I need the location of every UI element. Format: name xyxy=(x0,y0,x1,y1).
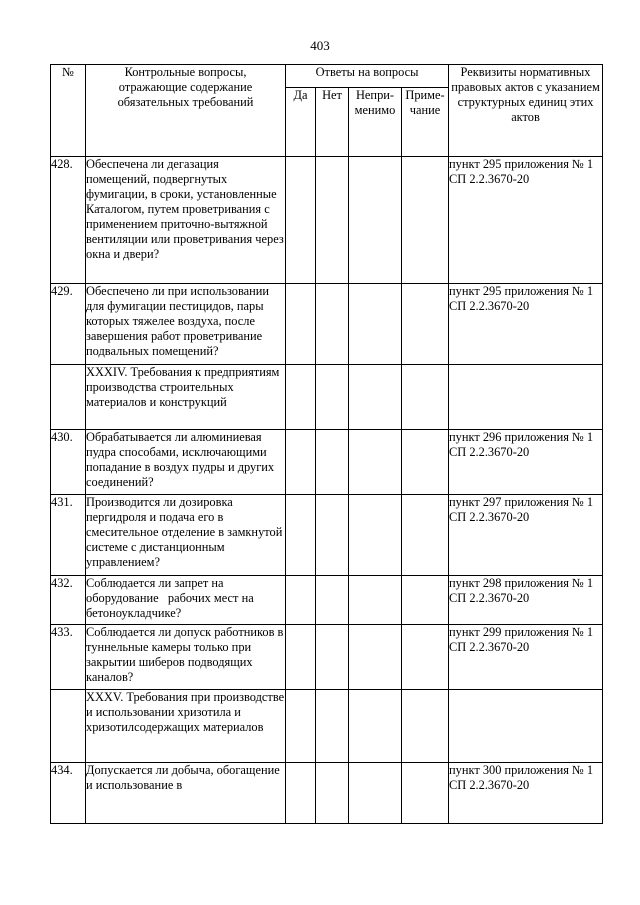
answer-yes-cell xyxy=(286,495,316,576)
row-requisite: пункт 297 приложения № 1 СП 2.2.3670-20 xyxy=(449,495,603,576)
table-row xyxy=(51,157,603,284)
answer-no-cell xyxy=(316,763,349,824)
row-number: 431. xyxy=(51,495,86,576)
answer-not-applicable-cell xyxy=(349,576,402,625)
page-number: 403 xyxy=(310,38,330,53)
row-requisite: пункт 299 приложения № 1 СП 2.2.3670-20 xyxy=(449,625,603,690)
table-row xyxy=(51,495,603,576)
answer-not-applicable-cell xyxy=(349,625,402,690)
row-number: 428. xyxy=(51,157,86,284)
header-yes: Да xyxy=(286,88,316,157)
table-row xyxy=(51,284,603,365)
table-row xyxy=(51,576,603,625)
answer-yes-cell xyxy=(286,690,316,763)
answer-no-cell xyxy=(316,690,349,763)
answer-note-cell xyxy=(402,625,449,690)
answer-no-cell xyxy=(316,495,349,576)
header-questions: Контрольные вопросы, отражающие содержание обязательных требований xyxy=(86,65,286,157)
answer-no-cell xyxy=(316,284,349,365)
table-row xyxy=(51,430,603,495)
answer-note-cell xyxy=(402,284,449,365)
answer-yes-cell xyxy=(286,576,316,625)
row-number: 429. xyxy=(51,284,86,365)
answer-not-applicable-cell xyxy=(349,430,402,495)
answer-yes-cell xyxy=(286,430,316,495)
answer-not-applicable-cell xyxy=(349,690,402,763)
header-requisites: Реквизиты нормативных правовых актов с указанием структурных единиц этих актов xyxy=(449,65,603,157)
row-requisite: пункт 298 приложения № 1 СП 2.2.3670-20 xyxy=(449,576,603,625)
answer-yes-cell xyxy=(286,284,316,365)
row-requisite: пункт 300 приложения № 1 СП 2.2.3670-20 xyxy=(449,763,603,824)
answer-note-cell xyxy=(402,495,449,576)
answer-note-cell xyxy=(402,576,449,625)
answer-not-applicable-cell xyxy=(349,284,402,365)
answer-note-cell xyxy=(402,763,449,824)
row-requisite xyxy=(449,690,603,763)
row-question: Обеспечено ли при использовании для фумигации пестицидов, пары которых тяжелее воздуха, после завершения работ проветривание подвальных помещений? xyxy=(86,284,286,365)
answer-not-applicable-cell xyxy=(349,763,402,824)
row-question: Производится ли дозировка пергидроля и подача его в смесительное отделение в замкнутой системе с дистанционным управлением? xyxy=(86,495,286,576)
header-answers: Ответы на вопросы xyxy=(286,65,449,88)
answer-no-cell xyxy=(316,576,349,625)
row-number xyxy=(51,690,86,763)
row-number: 432. xyxy=(51,576,86,625)
header-number: № xyxy=(51,65,86,157)
header-row xyxy=(51,65,603,88)
row-requisite xyxy=(449,365,603,430)
section-title: XXXIV. Требования к предприятиям производства строительных материалов и конструкций xyxy=(86,365,286,430)
answer-yes-cell xyxy=(286,763,316,824)
checklist-table xyxy=(50,64,603,824)
row-question: Обеспечена ли дегазация помещений, подвергнутых фумигации, в сроки, установленные Каталогом, путем проветривания с применением приточно-вытяжной вентиляции или проветривания через окна и двери? xyxy=(86,157,286,284)
answer-not-applicable-cell xyxy=(349,157,402,284)
answer-yes-cell xyxy=(286,625,316,690)
answer-no-cell xyxy=(316,157,349,284)
answer-note-cell xyxy=(402,365,449,430)
header-note: Приме-чание xyxy=(402,88,449,157)
table-row xyxy=(51,763,603,824)
answer-no-cell xyxy=(316,430,349,495)
header-no: Нет xyxy=(316,88,349,157)
row-requisite: пункт 295 приложения № 1 СП 2.2.3670-20 xyxy=(449,284,603,365)
answer-note-cell xyxy=(402,690,449,763)
answer-no-cell xyxy=(316,625,349,690)
answer-no-cell xyxy=(316,365,349,430)
row-question: Соблюдается ли запрет на оборудование рабочих мест на бетоноукладчике? xyxy=(86,576,286,625)
row-number: 430. xyxy=(51,430,86,495)
answer-note-cell xyxy=(402,157,449,284)
answer-not-applicable-cell xyxy=(349,495,402,576)
answer-note-cell xyxy=(402,430,449,495)
row-question: Соблюдается ли допуск работников в туннельные камеры только при закрытии шиберов подводящих каналов? xyxy=(86,625,286,690)
row-number: 433. xyxy=(51,625,86,690)
section-row xyxy=(51,365,603,430)
section-title: XXXV. Требования при производстве и использовании хризотила и хризотилсодержащих материалов xyxy=(86,690,286,763)
row-requisite: пункт 295 приложения № 1 СП 2.2.3670-20 xyxy=(449,157,603,284)
row-requisite: пункт 296 приложения № 1 СП 2.2.3670-20 xyxy=(449,430,603,495)
row-number: 434. xyxy=(51,763,86,824)
answer-not-applicable-cell xyxy=(349,365,402,430)
header-not-applicable: Непри-менимо xyxy=(349,88,402,157)
row-number xyxy=(51,365,86,430)
row-question: Обрабатывается ли алюминиевая пудра способами, исключающими попадание в воздух пудры и других соединений? xyxy=(86,430,286,495)
section-row xyxy=(51,690,603,763)
answer-yes-cell xyxy=(286,365,316,430)
table-row xyxy=(51,625,603,690)
row-question: Допускается ли добыча, обогащение и использование в xyxy=(86,763,286,824)
answer-yes-cell xyxy=(286,157,316,284)
